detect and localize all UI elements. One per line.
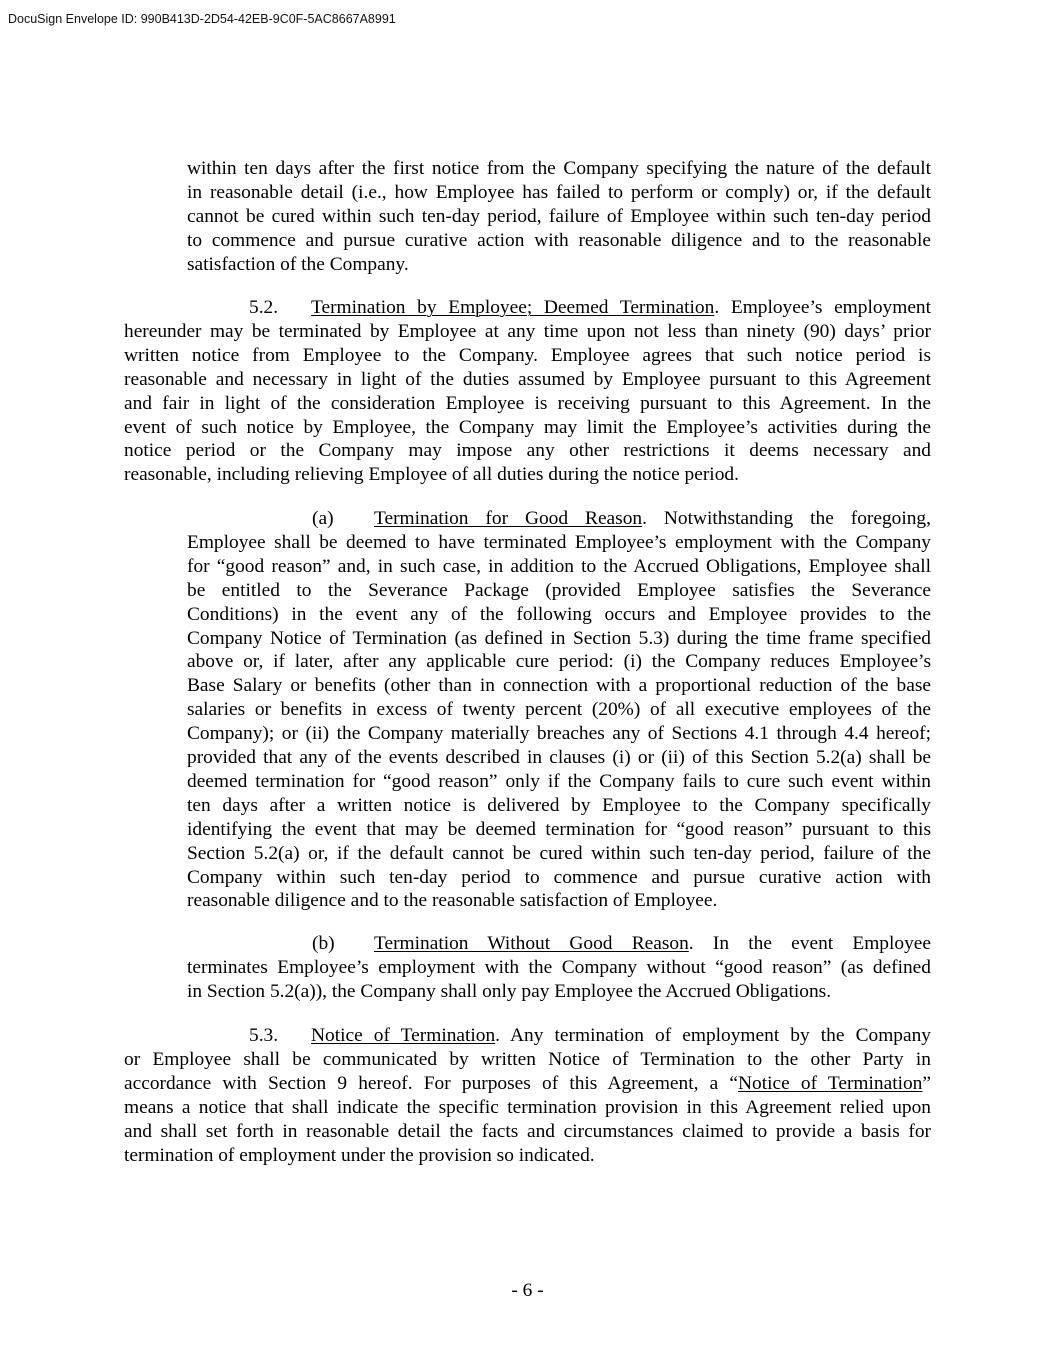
text-segment: termination of employment under the provision so indicated. xyxy=(124,1144,595,1166)
text-segment: for “good reason” and, in such case, in addition to the Accrued Obligations, Employee shall xyxy=(187,555,931,577)
text-line xyxy=(124,1072,931,1096)
text-line xyxy=(312,507,931,531)
text-segment: . Notwithstanding the foregoing, xyxy=(642,508,931,529)
section-number: 5.3. xyxy=(249,1025,279,1046)
text-segment: and shall set forth in reasonable detail the facts and circumstances claimed to provide a basis for xyxy=(124,1120,931,1142)
text-line xyxy=(187,866,931,890)
text-line xyxy=(124,320,931,344)
text-segment: Company within such ten-day period to commence and pursue curative action with xyxy=(187,866,931,888)
text-segment: ten days after a written notice is delivered by Employee to the Company specifically xyxy=(187,794,931,816)
text-line xyxy=(124,392,931,416)
text-line xyxy=(187,555,931,579)
text-line xyxy=(187,603,931,627)
text-segment: terminates Employee’s employment with the Company without “good reason” (as defined xyxy=(187,956,931,978)
text-line xyxy=(187,794,931,818)
docusign-envelope-header: DocuSign Envelope ID: 990B413D-2D54-42EB-9C0F-5AC8667A8991 xyxy=(8,12,396,26)
text-line xyxy=(312,932,931,956)
text-line xyxy=(187,181,931,205)
text-line xyxy=(187,746,931,770)
text-segment: and fair in light of the consideration Employee is receiving pursuant to this Agreement. In the xyxy=(124,392,931,414)
text-segment: Employee shall be deemed to have terminated Employee’s employment with the Company xyxy=(187,531,931,553)
text-line xyxy=(249,1024,931,1048)
text-line xyxy=(187,722,931,746)
text-segment: . Any termination of employment by the Company xyxy=(495,1025,931,1046)
text-segment: satisfaction of the Company. xyxy=(187,253,409,275)
text-segment: . In the event Employee xyxy=(688,933,931,954)
text-segment: provided that any of the events described in clauses (i) or (ii) of this Section 5.2(a) shall be xyxy=(187,747,931,768)
text-line xyxy=(187,627,931,651)
text-line xyxy=(187,205,931,229)
text-segment: . Employee’s employment xyxy=(714,297,931,318)
text-segment: Company Notice of Termination (as defined in Section 5.3) during the time frame specified xyxy=(187,627,931,649)
text-line xyxy=(124,439,931,463)
text-segment: identifying the event that may be deemed termination for “good reason” pursuant to this xyxy=(187,818,931,840)
text-segment: means a notice that shall indicate the specific termination provision in this Agreement relied upon xyxy=(124,1096,931,1118)
text-line xyxy=(187,842,931,866)
text-line xyxy=(124,1120,931,1144)
text-line xyxy=(187,770,931,794)
page-number: - 6 - xyxy=(511,1280,544,1301)
section-number: (b) xyxy=(312,933,335,954)
text-line xyxy=(187,157,931,181)
text-segment: ” xyxy=(922,1072,931,1094)
underlined-heading: Termination by Employee; Deemed Termination xyxy=(311,297,715,318)
text-line xyxy=(187,253,931,277)
text-line xyxy=(187,674,931,698)
text-segment: be entitled to the Severance Package (provided Employee satisfies the Severance xyxy=(187,579,931,601)
text-line xyxy=(124,416,931,440)
section-number: 5.2. xyxy=(249,297,279,318)
text-line xyxy=(187,229,931,253)
text-line xyxy=(187,889,931,913)
text-segment: accordance with Section 9 hereof. For purposes of this Agreement, a “ xyxy=(124,1072,739,1094)
text-line xyxy=(187,531,931,555)
text-line xyxy=(249,296,931,320)
text-segment: event of such notice by Employee, the Company may limit the Employee’s activities during the xyxy=(124,416,931,438)
text-segment: or Employee shall be communicated by written Notice of Termination to the other Party in xyxy=(124,1048,931,1070)
text-segment: written notice from Employee to the Company. Employee agrees that such notice period is xyxy=(124,344,931,366)
underlined-heading: Termination Without Good Reason xyxy=(374,933,689,954)
text-segment: notice period or the Company may impose any other restrictions it deems necessary and xyxy=(124,440,931,462)
text-segment: Section 5.2(a) or, if the default cannot be cured within such ten-day period, failure of the xyxy=(187,842,931,864)
text-line xyxy=(187,980,931,1004)
text-line xyxy=(187,650,931,674)
text-line xyxy=(187,698,931,722)
text-segment: reasonable diligence and to the reasonable satisfaction of Employee. xyxy=(187,890,718,912)
text-segment: reasonable and necessary in light of the duties assumed by Employee pursuant to this Agreement xyxy=(124,368,931,390)
text-segment: to commence and pursue curative action with reasonable diligence and to the reasonable xyxy=(187,229,931,251)
text-line xyxy=(124,344,931,368)
section-number: (a) xyxy=(312,508,334,529)
text-line xyxy=(187,818,931,842)
text-segment: within ten days after the first notice from the Company specifying the nature of the default xyxy=(187,158,931,179)
underlined-heading: Notice of Termination xyxy=(311,1025,496,1046)
underlined-heading: Notice of Termination xyxy=(738,1072,923,1094)
underlined-heading: Termination for Good Reason xyxy=(374,508,643,529)
text-segment: Base Salary or benefits (other than in connection with a proportional reduction of the base xyxy=(187,675,931,697)
text-line xyxy=(187,956,931,980)
text-segment: deemed termination for “good reason” only if the Company fails to cure such event within xyxy=(187,770,931,792)
text-segment: above or, if later, after any applicable cure period: (i) the Company reduces Employee’s xyxy=(187,651,931,673)
text-segment: reasonable, including relieving Employee of all duties during the notice period. xyxy=(124,464,739,486)
text-line xyxy=(124,463,931,487)
text-line xyxy=(124,1144,931,1168)
text-segment: salaries or benefits in excess of twenty percent (20%) of all executive employees of the xyxy=(187,699,931,721)
text-segment: in reasonable detail (i.e., how Employee has failed to perform or comply) or, if the default xyxy=(187,181,931,203)
text-segment: Company); or (ii) the Company materially breaches any of Sections 4.1 through 4.4 hereof; xyxy=(187,723,931,745)
text-line xyxy=(187,579,931,603)
text-line xyxy=(124,1048,931,1072)
text-segment: hereunder may be terminated by Employee at any time upon not less than ninety (90) days’ prior xyxy=(124,320,931,342)
text-segment: Conditions) in the event any of the following occurs and Employee provides to the xyxy=(187,603,931,625)
text-segment: in Section 5.2(a)), the Company shall only pay Employee the Accrued Obligations. xyxy=(187,980,832,1002)
text-line xyxy=(124,368,931,392)
text-line xyxy=(124,1096,931,1120)
text-segment: cannot be cured within such ten-day period, failure of Employee within such ten-day period xyxy=(187,205,931,227)
